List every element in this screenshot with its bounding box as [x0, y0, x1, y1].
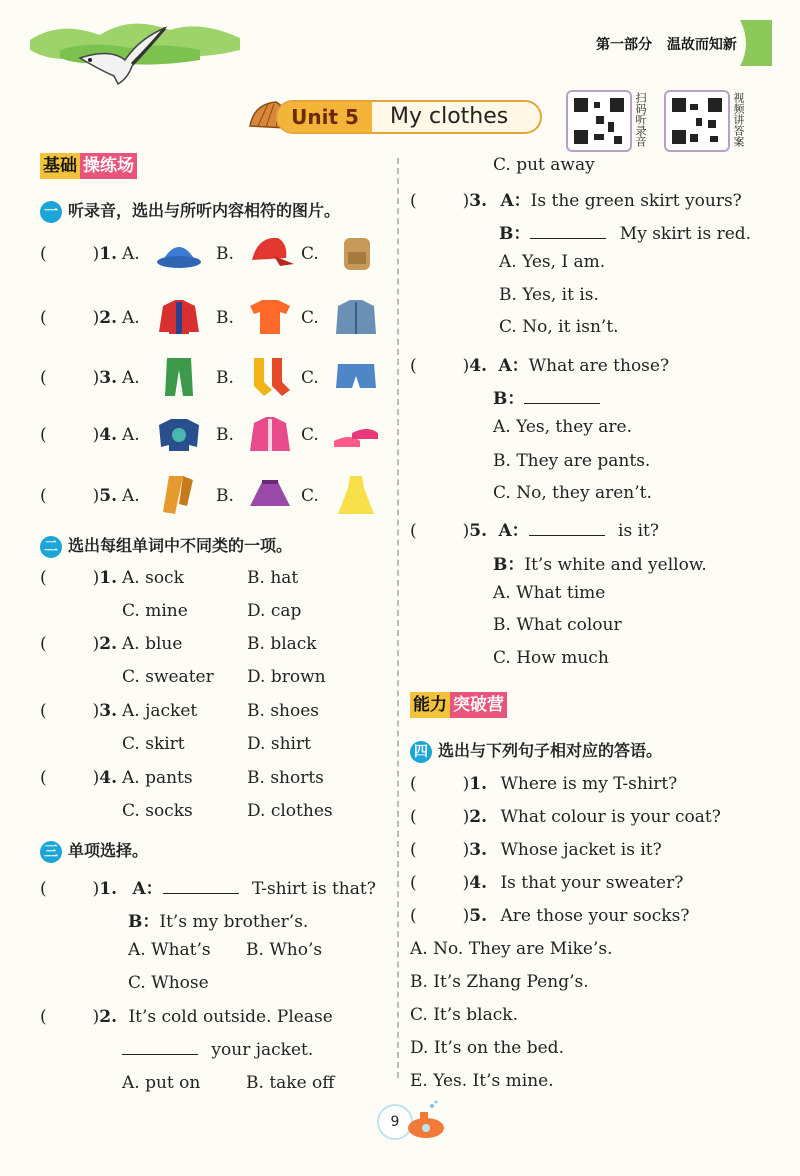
- q2-item-4-option-c: C. socks: [122, 801, 193, 821]
- q3-item-1-optA: A. What’s: [128, 940, 211, 960]
- q3-item-3: ( )3. A：Is the green skirt yours?: [410, 191, 742, 211]
- q3-item-1-optC: C. Whose: [128, 973, 209, 993]
- q1-item-4-option-b[interactable]: B.: [216, 425, 234, 445]
- qr-code-video[interactable]: [664, 90, 730, 152]
- backpack-icon: [330, 230, 382, 274]
- q2-item-4: ( )4.: [40, 768, 118, 788]
- q2-item-2-option-d: D. brown: [247, 667, 326, 687]
- seagull-icon: [70, 18, 170, 88]
- q1-item-2-option-b[interactable]: B.: [216, 308, 234, 328]
- skirt-icon: [244, 472, 296, 516]
- t-shirt-icon: [244, 294, 296, 338]
- q3-item-5-b: B：It’s white and yellow.: [493, 555, 707, 575]
- q1-item-5: ( )5.: [40, 486, 118, 506]
- bucket-hat-icon: [153, 230, 205, 274]
- q2-item-3: ( )3.: [40, 701, 118, 721]
- q3-item-4-optA: A. Yes, they are.: [493, 417, 633, 437]
- denim-jacket-icon: [330, 294, 382, 338]
- unit-banner: [246, 98, 546, 134]
- q2-item-2-option-c: C. sweater: [122, 667, 214, 687]
- q1-item-4-option-a[interactable]: A.: [122, 425, 140, 445]
- answer-blank[interactable]: [122, 1040, 198, 1055]
- q1-item-1: ( )1.: [40, 244, 118, 264]
- q3-item-4-b: B：: [493, 384, 600, 409]
- q3-item-3-optB: B. Yes, it is.: [499, 285, 599, 305]
- q3-item-3-b: B： My skirt is red.: [499, 224, 752, 244]
- q1-item-4-option-c[interactable]: C.: [301, 425, 319, 445]
- q2-item-1-option-c: C. mine: [122, 601, 188, 621]
- q1-item-5-option-a[interactable]: A.: [122, 486, 140, 506]
- q3-item-3-optC: C. No, it isn’t.: [499, 317, 619, 337]
- q1-item-3-option-b[interactable]: B.: [216, 368, 234, 388]
- q2-item-1: ( )1.: [40, 568, 118, 588]
- q3-item-2-optC: C. put away: [493, 155, 595, 175]
- shorts-icon: [330, 354, 382, 398]
- q4-answer-option: D. It’s on the bed.: [410, 1038, 564, 1058]
- sweater-icon: [153, 411, 205, 455]
- q4-item-2: ( )2. What colour is your coat?: [410, 807, 721, 827]
- q2-item-2-option-a: A. blue: [122, 634, 183, 654]
- unit-label: Unit 5: [278, 102, 372, 132]
- header-title: 温故而知新: [666, 37, 737, 53]
- q2-item-3-option-a: A. jacket: [122, 701, 198, 721]
- q1-item-4: ( )4.: [40, 425, 118, 445]
- section-badge-basic: 基础 操练场: [40, 153, 137, 179]
- dress-icon: [330, 472, 382, 516]
- q2-item-1-option-b: B. hat: [247, 568, 299, 588]
- q2-item-4-option-a: A. pants: [122, 768, 193, 788]
- q3-item-1: ( )1. A： T-shirt is that?: [40, 879, 376, 899]
- q1-item-3-option-c[interactable]: C.: [301, 368, 319, 388]
- q4-item-3: ( )3. Whose jacket is it?: [410, 840, 662, 860]
- q1-item-5-option-c[interactable]: C.: [301, 486, 319, 506]
- q4-answer-option: E. Yes. It’s mine.: [410, 1071, 554, 1091]
- q1-item-3-option-a[interactable]: A.: [122, 368, 140, 388]
- q4-heading: 四 选出与下列句子相对应的答语。: [410, 738, 662, 763]
- q3-item-5-optC: C. How much: [493, 648, 609, 668]
- q1-item-2: ( )2.: [40, 308, 118, 328]
- q1-item-1-option-a[interactable]: A.: [122, 244, 140, 264]
- q3-item-2-optB: B. take off: [246, 1073, 335, 1093]
- q4-answer-option: C. It’s black.: [410, 1005, 518, 1025]
- q3-item-2-optA: A. put on: [122, 1073, 201, 1093]
- qr-code-audio[interactable]: [566, 90, 632, 152]
- cap-icon: [244, 230, 296, 274]
- submarine-icon: [402, 1098, 448, 1142]
- q3-item-5-optA: A. What time: [493, 583, 606, 603]
- q4-item-1: ( )1. Where is my T-shirt?: [410, 774, 678, 794]
- q2-item-4-option-b: B. shorts: [247, 768, 324, 788]
- pants-icon: [153, 354, 205, 398]
- shoes-icon: [330, 411, 382, 455]
- q1-item-3: ( )3.: [40, 368, 118, 388]
- q1-item-2-option-c[interactable]: C.: [301, 308, 319, 328]
- q1-item-5-option-b[interactable]: B.: [216, 486, 234, 506]
- q2-item-1-option-a: A. sock: [122, 568, 184, 588]
- section-badge-ability: 能力 突破营: [410, 692, 507, 718]
- answer-blank[interactable]: [529, 521, 605, 536]
- q3-item-1-optB: B. Who’s: [246, 940, 323, 960]
- q2-item-4-option-d: D. clothes: [247, 801, 333, 821]
- q1-item-1-option-b[interactable]: B.: [216, 244, 234, 264]
- header-part: 第一部分: [596, 37, 652, 53]
- coat-icon: [244, 411, 296, 455]
- q3-item-2: ( )2. It’s cold outside. Please: [40, 1007, 333, 1027]
- answer-blank[interactable]: [524, 389, 600, 404]
- q3-item-4-optB: B. They are pants.: [493, 451, 651, 471]
- scarf-icon: [153, 472, 205, 516]
- q3-item-4-optC: C. No, they aren’t.: [493, 483, 652, 503]
- answer-blank[interactable]: [530, 224, 606, 239]
- q4-item-5: ( )5. Are those your socks?: [410, 906, 690, 926]
- q4-answer-option: B. It’s Zhang Peng’s.: [410, 972, 589, 992]
- qr-caption-video: 视频讲答案: [732, 92, 745, 147]
- unit-name: My clothes: [390, 104, 509, 129]
- q1-heading: 一 听录音，选出与所听内容相符的图片。: [40, 198, 340, 223]
- q3-item-2-line2: your jacket.: [122, 1040, 313, 1060]
- qr-caption-audio: 扫码听录音: [634, 92, 647, 147]
- q2-item-3-option-b: B. shoes: [247, 701, 320, 721]
- column-divider: [397, 158, 399, 1078]
- q2-item-2: ( )2.: [40, 634, 118, 654]
- socks-icon: [244, 354, 296, 398]
- q2-item-3-option-c: C. skirt: [122, 734, 185, 754]
- q3-heading: 三 单项选择。: [40, 838, 148, 863]
- q3-item-1-b: B：It’s my brother’s.: [128, 912, 309, 932]
- q1-item-1-option-c[interactable]: C.: [301, 244, 319, 264]
- q3-item-3-optA: A. Yes, I am.: [499, 252, 606, 272]
- q3-item-5: ( )5. A： is it?: [410, 521, 659, 541]
- header-section-title: [596, 34, 747, 54]
- q2-heading: 二 选出每组单词中不同类的一项。: [40, 533, 292, 558]
- q1-item-2-option-a[interactable]: A.: [122, 308, 140, 328]
- q3-item-4: ( )4. A：What are those?: [410, 356, 670, 376]
- q2-item-1-option-d: D. cap: [247, 601, 302, 621]
- q4-answer-option: A. No. They are Mike’s.: [410, 939, 613, 959]
- q3-item-5-optB: B. What colour: [493, 615, 622, 635]
- q2-item-2-option-b: B. black: [247, 634, 317, 654]
- answer-blank[interactable]: [163, 879, 239, 894]
- jacket-icon: [153, 294, 205, 338]
- page-number: 9: [377, 1104, 413, 1140]
- q2-item-3-option-d: D. shirt: [247, 734, 311, 754]
- q4-item-4: ( )4. Is that your sweater?: [410, 873, 684, 893]
